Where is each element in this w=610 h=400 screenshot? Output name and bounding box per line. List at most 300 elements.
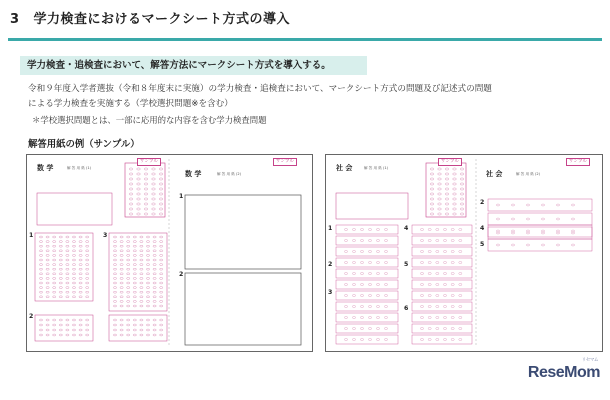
answer-bubble: [384, 284, 387, 286]
answer-bubble: [86, 277, 89, 279]
answer-bubble: [152, 183, 156, 185]
answer-bubble: [443, 339, 446, 341]
section-heading: [10, 8, 290, 27]
answer-bubble: [344, 317, 347, 319]
answer-bubble: [160, 245, 163, 247]
answer-bubble: [127, 259, 130, 261]
answer-bubble: [428, 317, 431, 319]
answer-bubble: [445, 208, 449, 210]
answer-bubble: [460, 178, 464, 180]
answer-bubble: [127, 277, 130, 279]
answer-bubble: [443, 328, 446, 330]
answer-bubble: [451, 295, 454, 297]
answer-bubble: [53, 277, 56, 279]
answer-bubble: [146, 305, 149, 307]
answer-bubble: [436, 240, 439, 242]
answer-row: [412, 269, 472, 278]
answer-row: [336, 291, 398, 300]
answer-bubble: [133, 250, 136, 252]
answer-bubble: [140, 236, 143, 238]
social-q2-number: 2: [328, 261, 333, 268]
answer-bubble: [120, 277, 123, 279]
answer-bubble: [368, 229, 371, 231]
answer-bubble: [146, 296, 149, 298]
answer-bubble: [438, 213, 442, 215]
answer-bubble: [526, 244, 529, 246]
answer-bubble: [511, 244, 514, 246]
answer-bubble: [53, 268, 56, 270]
answer-bubble: [438, 173, 442, 175]
answer-bubble: [39, 250, 42, 252]
answer-bubble: [430, 168, 434, 170]
answer-bubble: [86, 273, 89, 275]
answer-bubble: [72, 236, 75, 238]
answer-bubble: [129, 193, 133, 195]
answer-bubble: [153, 254, 156, 256]
answer-bubble: [496, 204, 499, 206]
answer-row: [412, 225, 472, 234]
answer-bubble: [46, 296, 49, 298]
answer-bubble: [66, 287, 69, 289]
answer-bubble: [541, 204, 544, 206]
answer-bubble: [352, 339, 355, 341]
answer-bubble: [59, 245, 62, 247]
answer-bubble: [59, 268, 62, 270]
social-answer-sheet: [325, 154, 603, 352]
answer-bubble: [436, 251, 439, 253]
answer-bubble: [144, 203, 148, 205]
answer-bubble: [459, 284, 462, 286]
answer-bubble: [436, 273, 439, 275]
answer-bubble: [352, 251, 355, 253]
answer-bubble: [376, 251, 379, 253]
answer-bubble: [53, 241, 56, 243]
answer-bubble: [344, 251, 347, 253]
answer-bubble: [428, 339, 431, 341]
answer-bubble: [445, 198, 449, 200]
answer-bubble: [39, 329, 42, 331]
answer-bubble: [144, 173, 148, 175]
answer-bubble: [428, 273, 431, 275]
answer-bubble: [140, 334, 143, 336]
social-right-q4-number: 4: [480, 225, 485, 232]
answer-bubble: [129, 213, 133, 215]
answer-bubble: [459, 262, 462, 264]
answer-bubble: [368, 262, 371, 264]
answer-bubble: [556, 244, 559, 246]
answer-bubble: [436, 328, 439, 330]
social-q3-number: 3: [328, 289, 333, 296]
answer-row: [336, 225, 398, 234]
answer-bubble: [66, 277, 69, 279]
answer-bubble: [66, 324, 69, 326]
answer-bubble: [153, 287, 156, 289]
answer-bubble: [72, 259, 75, 261]
answer-bubble: [72, 254, 75, 256]
answer-bubble: [436, 295, 439, 297]
answer-bubble: [137, 193, 141, 195]
answer-bubble: [86, 250, 89, 252]
answer-bubble: [460, 183, 464, 185]
answer-bubble: [59, 277, 62, 279]
answer-bubble: [511, 218, 514, 220]
math-sheet-label-right: 解 答 用 紙 (2): [217, 172, 242, 176]
answer-bubble: [152, 178, 156, 180]
answer-bubble: [160, 334, 163, 336]
answer-bubble: [129, 203, 133, 205]
answer-bubble: [133, 268, 136, 270]
answer-bubble: [428, 251, 431, 253]
answer-bubble: [59, 334, 62, 336]
answer-bubble: [453, 198, 457, 200]
answer-bubble: [66, 254, 69, 256]
answer-bubble: [376, 284, 379, 286]
answer-bubble: [511, 230, 514, 232]
answer-bubble: [384, 273, 387, 275]
answer-bubble: [430, 193, 434, 195]
answer-bubble: [376, 229, 379, 231]
answer-bubble: [420, 295, 423, 297]
answer-bubble: [39, 282, 42, 284]
answer-row: [412, 291, 472, 300]
answer-bubble: [436, 317, 439, 319]
answer-bubble: [344, 240, 347, 242]
social-sheet-label-left: 解 答 用 紙 (1): [364, 166, 389, 170]
answer-bubble: [133, 291, 136, 293]
answer-bubble: [72, 250, 75, 252]
answer-bubble: [453, 188, 457, 190]
answer-bubble: [46, 245, 49, 247]
answer-bubble: [127, 282, 130, 284]
answer-bubble: [159, 198, 163, 200]
answer-bubble: [436, 339, 439, 341]
answer-bubble: [541, 230, 544, 232]
answer-bubble: [86, 324, 89, 326]
answer-bubble: [113, 334, 116, 336]
math-q1-bubbles: [39, 236, 88, 298]
answer-bubble: [360, 339, 363, 341]
answer-row: [336, 258, 398, 267]
answer-bubble: [127, 241, 130, 243]
answer-bubble: [571, 244, 574, 246]
answer-bubble: [438, 183, 442, 185]
answer-bubble: [526, 218, 529, 220]
answer-bubble: [460, 198, 464, 200]
answer-bubble: [436, 262, 439, 264]
answer-bubble: [39, 241, 42, 243]
answer-bubble: [160, 268, 163, 270]
answer-bubble: [53, 282, 56, 284]
answer-bubble: [430, 173, 434, 175]
answer-bubble: [133, 287, 136, 289]
answer-bubble: [133, 277, 136, 279]
answer-bubble: [79, 277, 82, 279]
answer-bubble: [153, 236, 156, 238]
answer-bubble: [127, 268, 130, 270]
answer-bubble: [79, 324, 82, 326]
answer-bubble: [140, 259, 143, 261]
answer-bubble: [39, 245, 42, 247]
answer-bubble: [451, 284, 454, 286]
answer-bubble: [376, 306, 379, 308]
answer-bubble: [127, 287, 130, 289]
math-q2-number: 2: [29, 313, 34, 320]
answer-bubble: [79, 245, 82, 247]
answer-bubble: [146, 259, 149, 261]
answer-bubble: [352, 273, 355, 275]
answer-row: [488, 199, 592, 211]
answer-bubble: [526, 230, 529, 232]
answer-bubble: [438, 188, 442, 190]
answer-bubble: [140, 282, 143, 284]
answer-bubble: [39, 259, 42, 261]
answer-row: [412, 324, 472, 333]
answer-bubble: [430, 208, 434, 210]
answer-bubble: [79, 287, 82, 289]
answer-bubble: [153, 250, 156, 252]
answer-bubble: [571, 230, 574, 232]
answer-bubble: [59, 259, 62, 261]
answer-bubble: [526, 232, 529, 234]
answer-bubble: [438, 193, 442, 195]
answer-bubble: [113, 245, 116, 247]
answer-bubble: [376, 240, 379, 242]
answer-row: [412, 302, 472, 311]
answer-bubble: [127, 329, 130, 331]
answer-bubble: [46, 324, 49, 326]
answer-bubble: [140, 300, 143, 302]
answer-bubble: [133, 254, 136, 256]
answer-bubble: [451, 339, 454, 341]
answer-bubble: [430, 183, 434, 185]
answer-bubble: [79, 291, 82, 293]
math-right-q1-number: 1: [179, 193, 184, 200]
answer-bubble: [46, 282, 49, 284]
section-number: 3: [10, 12, 20, 27]
answer-bubble: [127, 296, 130, 298]
answer-bubble: [127, 236, 130, 238]
answer-bubble: [129, 173, 133, 175]
answer-bubble: [113, 296, 116, 298]
social-badge-left: サンプル: [438, 158, 462, 166]
answer-bubble: [445, 193, 449, 195]
answer-bubble: [120, 329, 123, 331]
answer-bubble: [66, 245, 69, 247]
answer-bubble: [113, 319, 116, 321]
answer-bubble: [113, 291, 116, 293]
answer-bubble: [153, 324, 156, 326]
answer-bubble: [86, 282, 89, 284]
answer-bubble: [129, 168, 133, 170]
answer-bubble: [46, 291, 49, 293]
answer-bubble: [160, 291, 163, 293]
answer-bubble: [445, 183, 449, 185]
answer-bubble: [160, 282, 163, 284]
answer-bubble: [86, 268, 89, 270]
sample-label: 解答用紙の例（サンプル）: [28, 139, 140, 150]
answer-bubble: [428, 240, 431, 242]
answer-bubble: [556, 218, 559, 220]
answer-bubble: [159, 173, 163, 175]
answer-bubble: [443, 262, 446, 264]
math-badge-right: サンプル: [273, 158, 297, 166]
answer-bubble: [453, 168, 457, 170]
answer-bubble: [133, 296, 136, 298]
answer-bubble: [140, 319, 143, 321]
answer-bubble: [496, 232, 499, 234]
answer-bubble: [53, 319, 56, 321]
answer-bubble: [160, 329, 163, 331]
answer-bubble: [66, 296, 69, 298]
answer-bubble: [153, 300, 156, 302]
answer-bubble: [140, 250, 143, 252]
answer-bubble: [453, 208, 457, 210]
answer-bubble: [53, 245, 56, 247]
answer-bubble: [376, 317, 379, 319]
answer-bubble: [360, 306, 363, 308]
answer-bubble: [39, 277, 42, 279]
answer-bubble: [129, 198, 133, 200]
answer-bubble: [428, 262, 431, 264]
answer-bubble: [445, 203, 449, 205]
answer-bubble: [146, 254, 149, 256]
answer-bubble: [153, 296, 156, 298]
answer-bubble: [72, 268, 75, 270]
answer-bubble: [66, 259, 69, 261]
answer-bubble: [133, 300, 136, 302]
answer-bubble: [438, 168, 442, 170]
answer-bubble: [46, 329, 49, 331]
answer-bubble: [59, 236, 62, 238]
answer-bubble: [53, 329, 56, 331]
answer-bubble: [120, 245, 123, 247]
answer-bubble: [159, 168, 163, 170]
answer-bubble: [137, 198, 141, 200]
answer-bubble: [453, 203, 457, 205]
answer-bubble: [360, 262, 363, 264]
answer-bubble: [556, 204, 559, 206]
answer-bubble: [445, 213, 449, 215]
answer-bubble: [153, 334, 156, 336]
answer-bubble: [496, 218, 499, 220]
answer-bubble: [120, 264, 123, 266]
answer-bubble: [443, 229, 446, 231]
answer-bubble: [140, 287, 143, 289]
answer-bubble: [146, 329, 149, 331]
answer-bubble: [39, 319, 42, 321]
heading-rule: [8, 38, 602, 41]
answer-bubble: [443, 306, 446, 308]
math-q3-lower-bubbles: [113, 319, 162, 336]
answer-bubble: [133, 324, 136, 326]
answer-bubble: [72, 334, 75, 336]
section-title: 学力検査におけるマークシート方式の導入: [33, 12, 291, 27]
answer-bubble: [113, 264, 116, 266]
answer-bubble: [66, 334, 69, 336]
answer-row: [336, 269, 398, 278]
answer-row: [336, 324, 398, 333]
answer-bubble: [430, 198, 434, 200]
answer-bubble: [133, 319, 136, 321]
answer-bubble: [153, 259, 156, 261]
social-q1-number: 1: [328, 225, 333, 232]
answer-bubble: [72, 329, 75, 331]
answer-bubble: [443, 284, 446, 286]
answer-bubble: [344, 273, 347, 275]
answer-bubble: [127, 254, 130, 256]
answer-bubble: [146, 300, 149, 302]
answer-bubble: [368, 317, 371, 319]
answer-bubble: [445, 188, 449, 190]
answer-bubble: [160, 254, 163, 256]
answer-bubble: [438, 178, 442, 180]
answer-bubble: [352, 229, 355, 231]
social-q4-number: 4: [404, 225, 409, 232]
answer-bubble: [129, 188, 133, 190]
answer-bubble: [146, 291, 149, 293]
answer-bubble: [120, 273, 123, 275]
answer-bubble: [120, 305, 123, 307]
answer-bubble: [59, 296, 62, 298]
answer-bubble: [556, 230, 559, 232]
answer-bubble: [53, 334, 56, 336]
answer-bubble: [120, 250, 123, 252]
answer-bubble: [113, 305, 116, 307]
answer-bubble: [153, 291, 156, 293]
answer-bubble: [53, 273, 56, 275]
answer-bubble: [72, 282, 75, 284]
answer-bubble: [146, 319, 149, 321]
answer-bubble: [39, 334, 42, 336]
answer-bubble: [120, 236, 123, 238]
answer-bubble: [443, 251, 446, 253]
answer-bubble: [159, 183, 163, 185]
answer-bubble: [133, 259, 136, 261]
logo-kana: リセマム: [581, 357, 598, 362]
answer-bubble: [160, 236, 163, 238]
answer-bubble: [443, 317, 446, 319]
answer-bubble: [137, 173, 141, 175]
answer-bubble: [352, 240, 355, 242]
answer-bubble: [420, 306, 423, 308]
answer-bubble: [137, 178, 141, 180]
math-sheet-graphics: [27, 155, 312, 351]
answer-bubble: [360, 251, 363, 253]
answer-bubble: [46, 268, 49, 270]
answer-bubble: [453, 173, 457, 175]
answer-bubble: [451, 229, 454, 231]
answer-bubble: [66, 273, 69, 275]
answer-bubble: [384, 229, 387, 231]
answer-bubble: [360, 240, 363, 242]
answer-row: [488, 239, 592, 251]
answer-bubble: [159, 213, 163, 215]
answer-bubble: [86, 287, 89, 289]
answer-bubble: [436, 284, 439, 286]
math-sheet-label-left: 解 答 用 紙 (1): [67, 166, 92, 170]
answer-bubble: [159, 193, 163, 195]
answer-bubble: [53, 236, 56, 238]
answer-row: [336, 335, 398, 344]
answer-bubble: [79, 273, 82, 275]
answer-bubble: [360, 317, 363, 319]
answer-bubble: [46, 287, 49, 289]
answer-bubble: [59, 273, 62, 275]
answer-bubble: [384, 240, 387, 242]
answer-bubble: [133, 245, 136, 247]
answer-bubble: [146, 241, 149, 243]
answer-bubble: [420, 284, 423, 286]
